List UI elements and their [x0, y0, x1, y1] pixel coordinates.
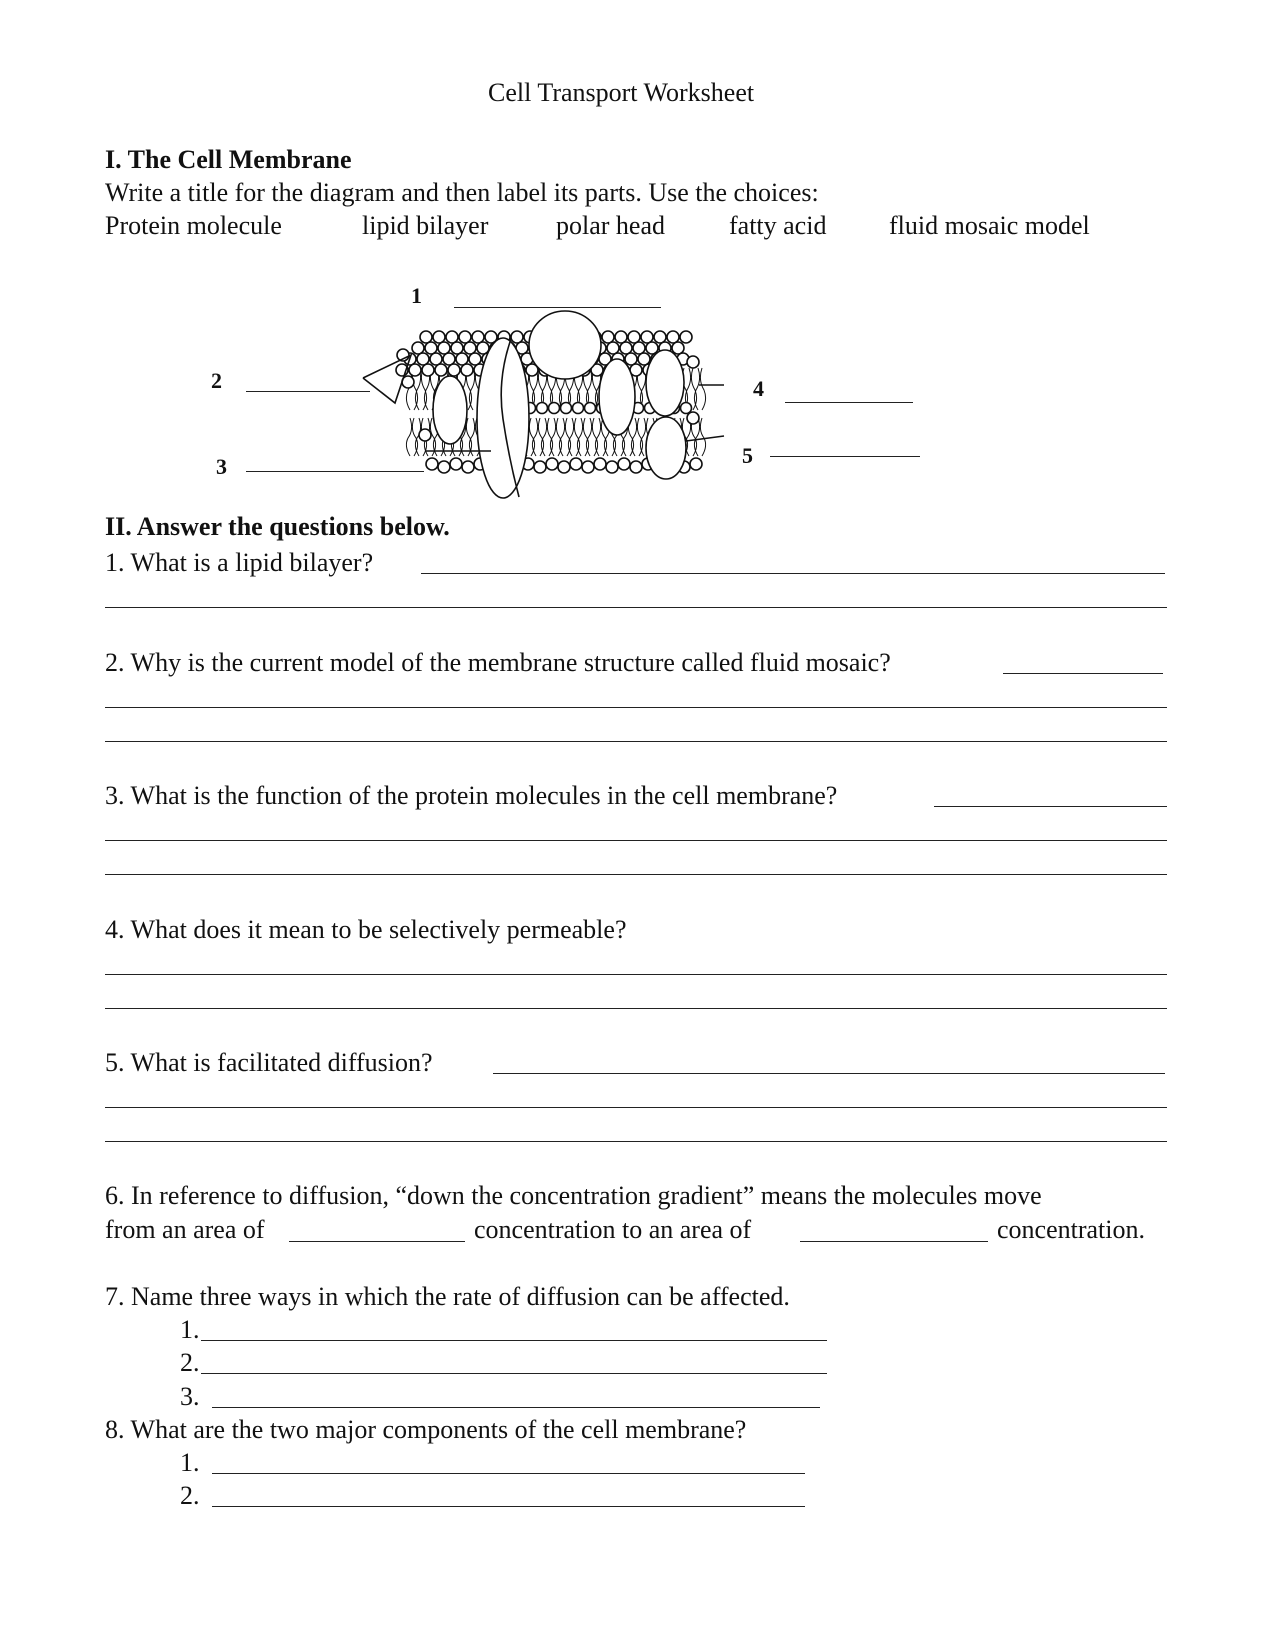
- answer-line[interactable]: [1003, 673, 1163, 674]
- question-3: 3. What is the function of the protein molecules in the cell membrane?: [105, 781, 838, 810]
- answer-line[interactable]: [105, 607, 1167, 608]
- list-item-number: 1.: [180, 1315, 200, 1344]
- choice-protein-molecule: Protein molecule: [105, 211, 282, 240]
- choice-polar-head: polar head: [556, 211, 666, 240]
- answer-line[interactable]: [105, 707, 1167, 708]
- choice-fatty-acid: fatty acid: [729, 211, 827, 240]
- diagram-label-3: 3: [216, 454, 227, 479]
- question-4: 4. What does it mean to be selectively permeable?: [105, 915, 627, 944]
- answer-line[interactable]: [934, 806, 1167, 807]
- answer-line[interactable]: [493, 1073, 1165, 1074]
- answer-line[interactable]: [105, 1141, 1167, 1142]
- question-5: 5. What is facilitated diffusion?: [105, 1048, 433, 1077]
- answer-line[interactable]: [800, 1241, 988, 1242]
- question-2: 2. Why is the current model of the membrane structure called fluid mosaic?: [105, 648, 891, 677]
- diagram-label-4: 4: [753, 376, 764, 401]
- list-item-number: 3.: [180, 1382, 200, 1411]
- answer-line[interactable]: [212, 1506, 805, 1507]
- answer-line[interactable]: [105, 1107, 1167, 1108]
- diagram-label-2: 2: [211, 368, 222, 393]
- diagram-label-5: 5: [742, 443, 753, 468]
- answer-line[interactable]: [212, 1473, 805, 1474]
- question-7: 7. Name three ways in which the rate of diffusion can be affected.: [105, 1282, 790, 1311]
- answer-line[interactable]: [201, 1373, 827, 1374]
- answer-line[interactable]: [201, 1340, 827, 1341]
- answer-line[interactable]: [105, 974, 1167, 975]
- cell-membrane-diagram: [0, 0, 1275, 520]
- section-1-heading: I. The Cell Membrane: [105, 145, 352, 174]
- question-1: 1. What is a lipid bilayer?: [105, 548, 374, 577]
- list-item-number: 1.: [180, 1448, 200, 1477]
- question-6-middle: concentration to an area of: [474, 1215, 752, 1244]
- diagram-label-1: 1: [411, 283, 422, 308]
- section-2-heading: II. Answer the questions below.: [105, 512, 450, 541]
- question-6-end: concentration.: [997, 1215, 1145, 1244]
- answer-line[interactable]: [289, 1241, 465, 1242]
- answer-line[interactable]: [105, 874, 1167, 875]
- question-6: 6. In reference to diffusion, “down the concentration gradient” means the molecules move: [105, 1181, 1042, 1210]
- answer-line[interactable]: [105, 741, 1167, 742]
- question-8: 8. What are the two major components of the cell membrane?: [105, 1415, 747, 1444]
- question-6-from: from an area of: [105, 1215, 265, 1244]
- section-1-instructions: Write a title for the diagram and then label its parts. Use the choices:: [105, 178, 819, 207]
- list-item-number: 2.: [180, 1348, 200, 1377]
- page-title: Cell Transport Worksheet: [488, 78, 755, 107]
- choice-lipid-bilayer: lipid bilayer: [362, 211, 489, 240]
- answer-line[interactable]: [212, 1407, 820, 1408]
- answer-line[interactable]: [105, 1008, 1167, 1009]
- choice-fluid-mosaic-model: fluid mosaic model: [889, 211, 1090, 240]
- answer-line[interactable]: [421, 573, 1165, 574]
- answer-line[interactable]: [105, 840, 1167, 841]
- list-item-number: 2.: [180, 1481, 200, 1510]
